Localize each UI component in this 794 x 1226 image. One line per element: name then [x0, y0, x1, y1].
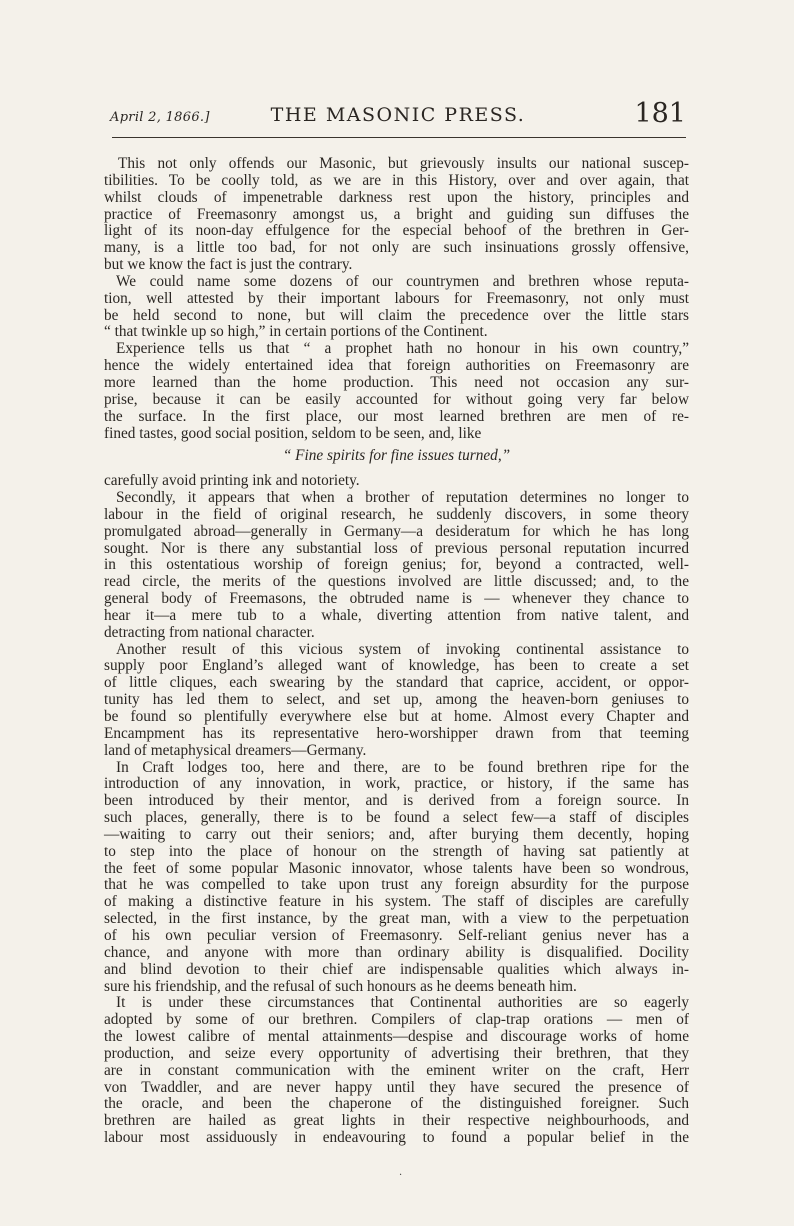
- text-line: It is under these circumstances that Continental authorities are so eagerly: [116, 994, 689, 1012]
- text-line: promulgated abroad—generally in Germany—a desideratum for which he has long: [104, 522, 689, 540]
- text-line: tion, well attested by their important labours for Freemasonry, not only must: [104, 289, 689, 307]
- text-line: Another result of this vicious system of invoking continental assistance to: [116, 640, 689, 658]
- text-line: Encampment has its representative hero-worshipper drawn from that teeming: [104, 724, 689, 742]
- text-line: prise, because it can be easily accounted for without going very far below: [104, 390, 689, 408]
- text-line: light of its noon-day effulgence for the especial behoof of the brethren in Ger-: [104, 222, 689, 240]
- text-line: Secondly, it appears that when a brother of reputation determines no longer to: [116, 489, 689, 507]
- text-line: detracting from national character.: [104, 623, 315, 641]
- text-line: of little cliques, each swearing by the standard that caprice, accident, or oppor-: [104, 674, 689, 692]
- text-line: general body of Freemasons, the obtruded name is — whenever they chance to: [104, 590, 689, 608]
- text-line: and blind devotion to their chief are indispensable qualities which always in-: [104, 960, 689, 978]
- text-line: labour most assiduously in endeavouring to found a popular belief in the: [104, 1129, 689, 1147]
- page-number: 181: [634, 98, 686, 129]
- text-line: In Craft lodges too, here and there, are to be found brethren ripe for the: [116, 758, 689, 776]
- text-line: “ Fine spirits for fine issues turned,”: [282, 447, 511, 465]
- text-line: such places, generally, there is to be found a select few—a staff of disciples: [104, 809, 689, 827]
- text-line: supply poor England’s alleged want of knowledge, has been to create a set: [104, 657, 689, 675]
- text-line: been introduced by their mentor, and is derived from a foreign source. In: [104, 792, 689, 810]
- text-line: the feet of some popular Masonic innovator, whose talents have been so wondrous,: [104, 859, 689, 877]
- article-body: [104, 156, 689, 1147]
- text-line: the oracle, and been the chaperone of the distinguished foreigner. Such: [104, 1095, 689, 1113]
- text-line: practice of Freemasonry amongst us, a bright and guiding sun diffuses the: [104, 205, 689, 223]
- running-header: [110, 100, 686, 130]
- text-line: Experience tells us that “ a prophet hath no honour in his own country,”: [116, 340, 689, 358]
- text-line: but we know the fact is just the contrary.: [104, 256, 353, 274]
- text-line: tibilities. To be coolly told, as we are in this History, over and over again, that: [104, 171, 689, 189]
- text-line: “ that twinkle up so high,” in certain portions of the Continent.: [104, 323, 488, 341]
- header-date: April 2, 1866.]: [110, 110, 210, 125]
- text-line: introduction of any innovation, in work, practice, or history, if the same has: [104, 775, 689, 793]
- text-line: labour in the field of original research, he suddenly discovers, in some theory: [104, 505, 689, 523]
- header-rule: [112, 137, 686, 138]
- text-line: the surface. In the first place, our most learned brethren are men of re-: [104, 407, 689, 425]
- header-title: THE MASONIC PRESS.: [270, 104, 526, 126]
- text-line: sought. Nor is there any substantial loss of previous personal reputation incurred: [104, 539, 689, 557]
- text-line: be found so plentifully everywhere else but at home. Almost every Chapter and: [104, 708, 689, 725]
- text-line: that he was compelled to take upon trust any foreign absurdity for the purpose: [104, 876, 689, 894]
- text-line: This not only offends our Masonic, but grievously insults our national suscep-: [118, 155, 689, 172]
- text-line: to step into the place of honour on the strength of having sat patiently at: [104, 842, 689, 860]
- text-line: adopted by some of our brethren. Compilers of clap-trap orations — men of: [104, 1011, 689, 1029]
- text-line: the lowest calibre of mental attainments—despise and discourage works of home: [104, 1028, 689, 1046]
- text-line: whilst clouds of impenetrable darkness rest upon the history, principles and: [104, 188, 689, 206]
- text-line: We could name some dozens of our countrymen and brethren whose reputa-: [116, 272, 689, 290]
- footer-mark: ·: [399, 1170, 403, 1181]
- text-line: are in constant communication with the eminent writer on the craft, Herr: [104, 1061, 689, 1079]
- text-line: brethren are hailed as great lights in their respective neighbourhoods, and: [104, 1112, 689, 1130]
- text-line: hear it—a mere tub to a whale, diverting attention from native talent, and: [104, 606, 689, 624]
- text-line: hence the widely entertained idea that foreign authorities on Freemasonry are: [104, 357, 689, 375]
- text-line: be held second to none, but will claim the precedence over the little stars: [104, 306, 689, 324]
- text-line: selected, in the first instance, by the great man, with a view to the perpetuation: [104, 910, 689, 928]
- text-line: sure his friendship, and the refusal of such honours as he deems beneath him.: [104, 977, 577, 995]
- text-line: many, is a little too bad, for not only are such insinuations grossly offensive,: [104, 239, 689, 257]
- text-line: tunity has led them to select, and set up, among the heaven-born geniuses to: [104, 691, 689, 709]
- text-line: read circle, the merits of the questions involved are little discussed; and, to the: [104, 573, 689, 591]
- text-line: in this ostentatious worship of foreign genius; for, beyond a contracted, well-: [104, 556, 689, 574]
- text-line: more learned than the home production. This need not occasion any sur-: [104, 373, 689, 391]
- text-line: —waiting to carry out their seniors; and, after burying them decently, hoping: [104, 825, 689, 843]
- text-line: of his own peculiar version of Freemasonry. Self-reliant genius never has a: [104, 926, 689, 944]
- text-line: land of metaphysical dreamers—Germany.: [104, 741, 367, 759]
- text-line: production, and seize every opportunity of advertising their brethren, that they: [104, 1044, 689, 1062]
- text-line: fined tastes, good social position, seldom to be seen, and, like: [104, 424, 482, 442]
- text-line: chance, and anyone with more than ordinary ability is disqualified. Docility: [104, 943, 689, 961]
- text-line: of making a distinctive feature in his system. The staff of disciples are carefully: [104, 893, 689, 911]
- text-line: von Twaddler, and are never happy until they have secured the presence of: [104, 1078, 689, 1096]
- text-line: carefully avoid printing ink and notoriety.: [104, 472, 360, 490]
